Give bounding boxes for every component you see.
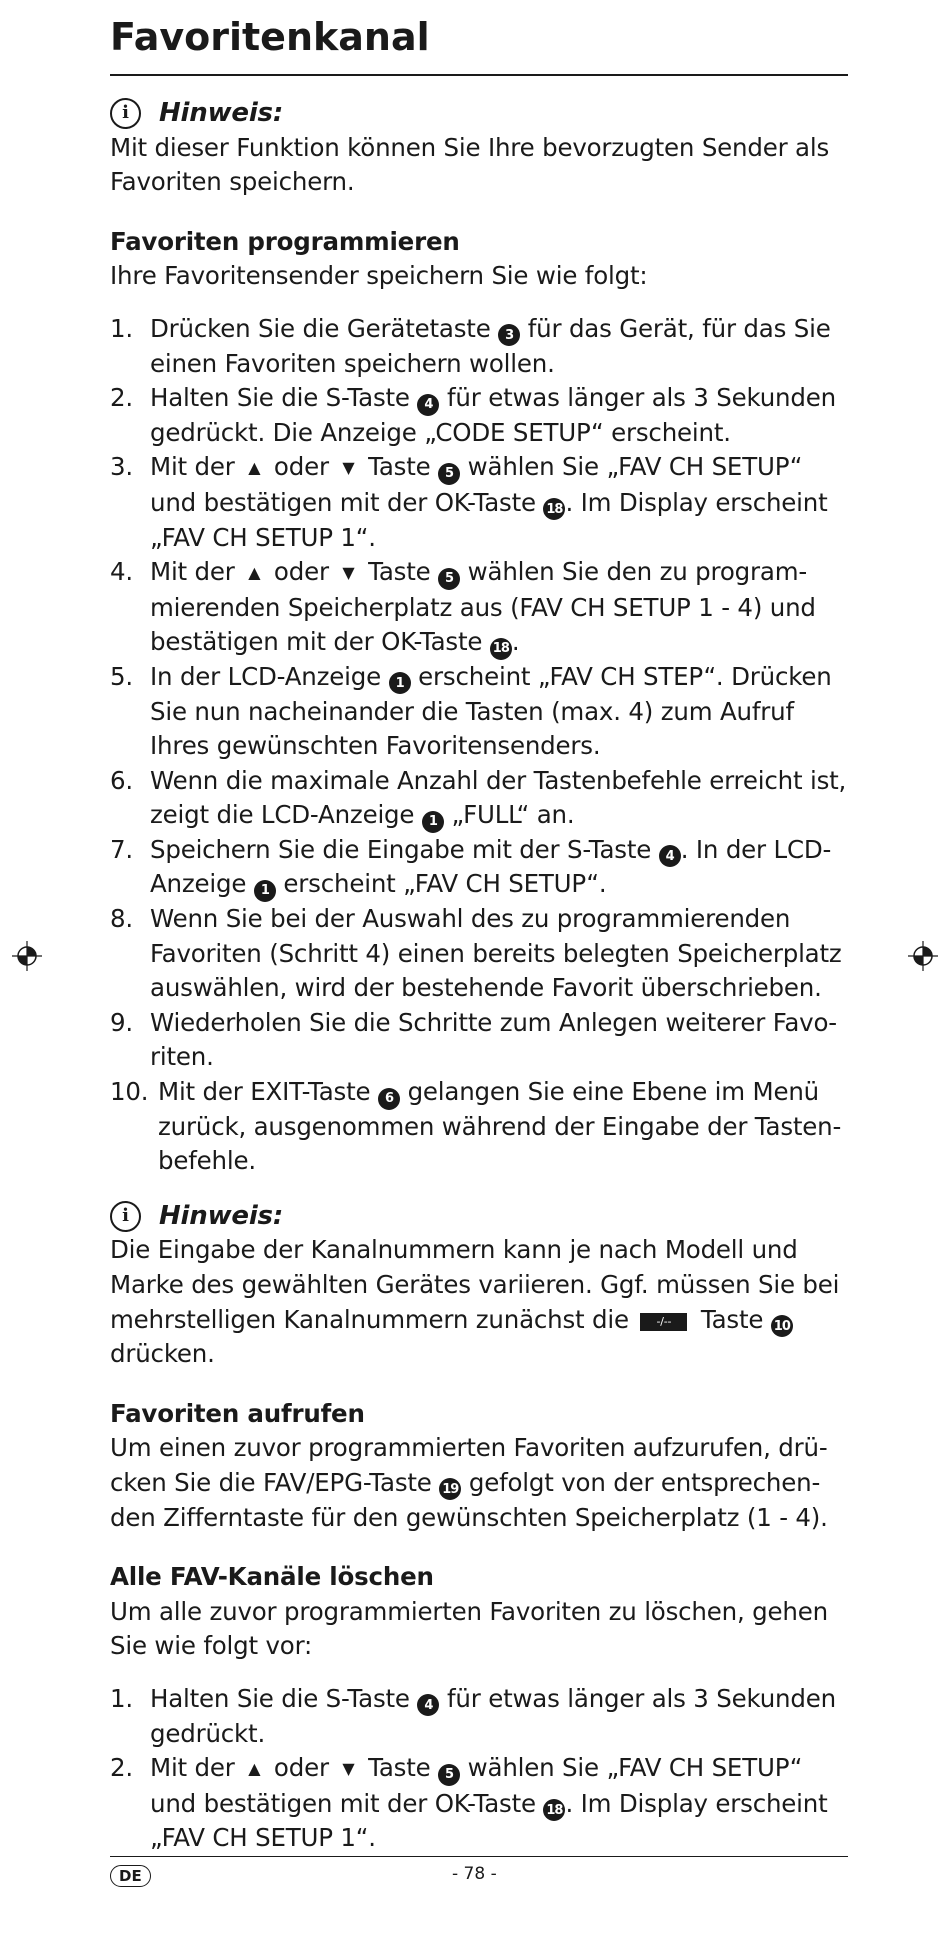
key-number-badge: 10 — [771, 1315, 793, 1337]
arrow-down-icon: ▼ — [342, 1759, 355, 1779]
step-number: 7. — [110, 834, 133, 864]
step-text: Wenn Sie bei der Auswahl des zu programmierenden Favoriten (Schritt 4) einen bereits belegten Speicherplatz auswählen, wird der bestehende Favorit überschrieben. — [150, 904, 842, 1003]
step-text: Mit der ▲ oder ▼ Taste 5 wählen Sie „FAV CH SETUP“ und bestätigen mit der OK-Taste 18 . Im Display erscheint „FAV CH SETUP 1“. — [150, 1753, 828, 1853]
page-number: - 78 - — [452, 1864, 497, 1884]
key-number-badge: 6 — [378, 1088, 400, 1110]
language-badge: DE — [110, 1865, 151, 1887]
key-number-badge: 5 — [438, 463, 460, 485]
manual-page — [110, 0, 848, 1856]
digit-key-label: -/-- — [640, 1313, 687, 1331]
step-number: 9. — [110, 1007, 133, 1037]
step-text: In der LCD-Anzeige 1 erscheint „FAV CH STEP“. Drücken Sie nun nacheinander die Tasten (max. 4) zum Aufruf Ihres gewünschten Favoritensenders. — [150, 661, 832, 761]
step-text: Halten Sie die S-Taste 4 für etwas länger als 3 Sekunden gedrückt. — [150, 1683, 836, 1748]
note-heading-label: Hinweis: — [159, 1200, 284, 1231]
step-number: 6. — [110, 765, 133, 795]
key-number-badge: 1 — [389, 672, 411, 694]
key-number-badge: 1 — [254, 880, 276, 902]
delete-steps-list — [110, 1682, 848, 1856]
step-text: Wiederholen Sie die Schritte zum Anlegen weiterer Favoriten. — [150, 1007, 838, 1072]
arrow-down-icon: ▼ — [342, 458, 355, 478]
page-title: Favoritenkanal — [110, 15, 430, 59]
arrow-up-icon: ▲ — [248, 458, 261, 478]
step-text: Mit der ▲ oder ▼ Taste 5 wählen Sie den zu programmierenden Speicherplatz aus (FAV CH SETUP 1 - 4) und bestätigen mit der OK-Taste 18 . — [150, 555, 848, 660]
list-item — [110, 1075, 848, 1179]
step-number: 8. — [110, 904, 133, 934]
key-number-badge: 18 — [543, 498, 565, 520]
step-number: 2. — [110, 383, 133, 413]
list-item — [110, 1751, 848, 1856]
step-text: Speichern Sie die Eingabe mit der S-Taste 4 . In der LCD-Anzeige 1 erscheint „FAV CH SETUP“. — [150, 833, 848, 902]
section-title-program: Favoriten programmieren — [110, 226, 460, 256]
program-steps-list — [110, 312, 848, 1179]
step-number: 1. — [110, 1683, 133, 1713]
registration-mark-right-icon — [908, 941, 938, 971]
step-text: Mit der EXIT-Taste 6 gelangen Sie eine Ebene im Menü zurück, ausgenommen während der Eingabe der Tastenbefehle. — [158, 1077, 842, 1176]
key-number-badge: 4 — [417, 1694, 439, 1716]
info-icon: i — [110, 98, 141, 129]
section-title-delete: Alle FAV-Kanäle löschen — [110, 1562, 434, 1592]
arrow-up-icon: ▲ — [248, 1759, 261, 1779]
step-number: 3. — [110, 452, 133, 482]
step-text: Halten Sie die S-Taste 4 für etwas länger als 3 Sekunden gedrückt. Die Anzeige „CODE SETUP“ erscheint. — [150, 383, 836, 447]
key-number-badge: 4 — [659, 845, 681, 867]
key-number-badge: 18 — [490, 638, 512, 660]
step-number: 1. — [110, 313, 133, 343]
arrow-up-icon: ▲ — [248, 563, 261, 583]
note-heading — [110, 1199, 848, 1234]
section-text-recall: Um einen zuvor programmierten Favoriten aufzurufen, drücken Sie die FAV/EPG-Taste 19 gefolgt von der entsprechenden Zifferntaste für den gewünschten Speicherplatz (1 - 4). — [110, 1433, 828, 1532]
step-text: Drücken Sie die Gerätetaste 3 für das Gerät, für das Sie einen Favoriten speichern wollen. — [150, 313, 831, 378]
step-text: Mit der ▲ oder ▼ Taste 5 wählen Sie „FAV CH SETUP“ und bestätigen mit der OK-Taste 18 . Im Display erscheint „FAV CH SETUP 1“. — [150, 452, 828, 552]
key-number-badge: 3 — [498, 324, 520, 346]
key-number-badge: 19 — [439, 1478, 461, 1500]
key-number-badge: 5 — [438, 568, 460, 590]
registration-mark-left-icon — [12, 941, 42, 971]
note-text: Die Eingabe der Kanalnummern kann je nach Modell und Marke des gewählten Gerätes variieren. Ggf. müssen Sie bei mehrstelligen Kanalnummern zunächst die -/-- Taste 10 drücken. — [110, 1235, 840, 1369]
note-text: Mit dieser Funktion können Sie Ihre bevorzugten Sender als Favoriten speichern. — [110, 132, 830, 197]
list-item — [110, 833, 848, 902]
list-item — [110, 764, 848, 833]
list-item — [110, 555, 848, 660]
info-icon: i — [110, 1201, 141, 1232]
step-text: Wenn die maximale Anzahl der Tastenbefehle erreicht ist, zeigt die LCD-Anzeige 1 „FULL“ an. — [150, 764, 848, 833]
step-number: 4. — [110, 557, 133, 587]
list-item — [110, 1006, 848, 1075]
key-number-badge: 4 — [417, 394, 439, 416]
note-heading-label: Hinweis: — [159, 98, 284, 128]
list-item — [110, 660, 848, 764]
list-item — [110, 312, 848, 381]
section-intro-delete: Um alle zuvor programmierten Favoriten zu löschen, gehen Sie wie folgt vor: — [110, 1596, 828, 1661]
step-number: 10. — [110, 1077, 149, 1107]
list-item — [110, 450, 848, 555]
list-item — [110, 902, 848, 1006]
arrow-down-icon: ▼ — [342, 563, 355, 583]
list-item — [110, 381, 848, 450]
key-number-badge: 5 — [438, 1764, 460, 1786]
step-number: 5. — [110, 661, 133, 691]
section-intro-program: Ihre Favoritensender speichern Sie wie folgt: — [110, 261, 648, 291]
section-title-recall: Favoriten aufrufen — [110, 1398, 365, 1428]
key-number-badge: 1 — [422, 811, 444, 833]
title-divider — [110, 74, 848, 76]
note-heading — [110, 96, 848, 131]
list-item — [110, 1682, 848, 1751]
footer-divider — [110, 1856, 848, 1857]
step-number: 2. — [110, 1753, 133, 1783]
key-number-badge: 18 — [543, 1799, 565, 1821]
